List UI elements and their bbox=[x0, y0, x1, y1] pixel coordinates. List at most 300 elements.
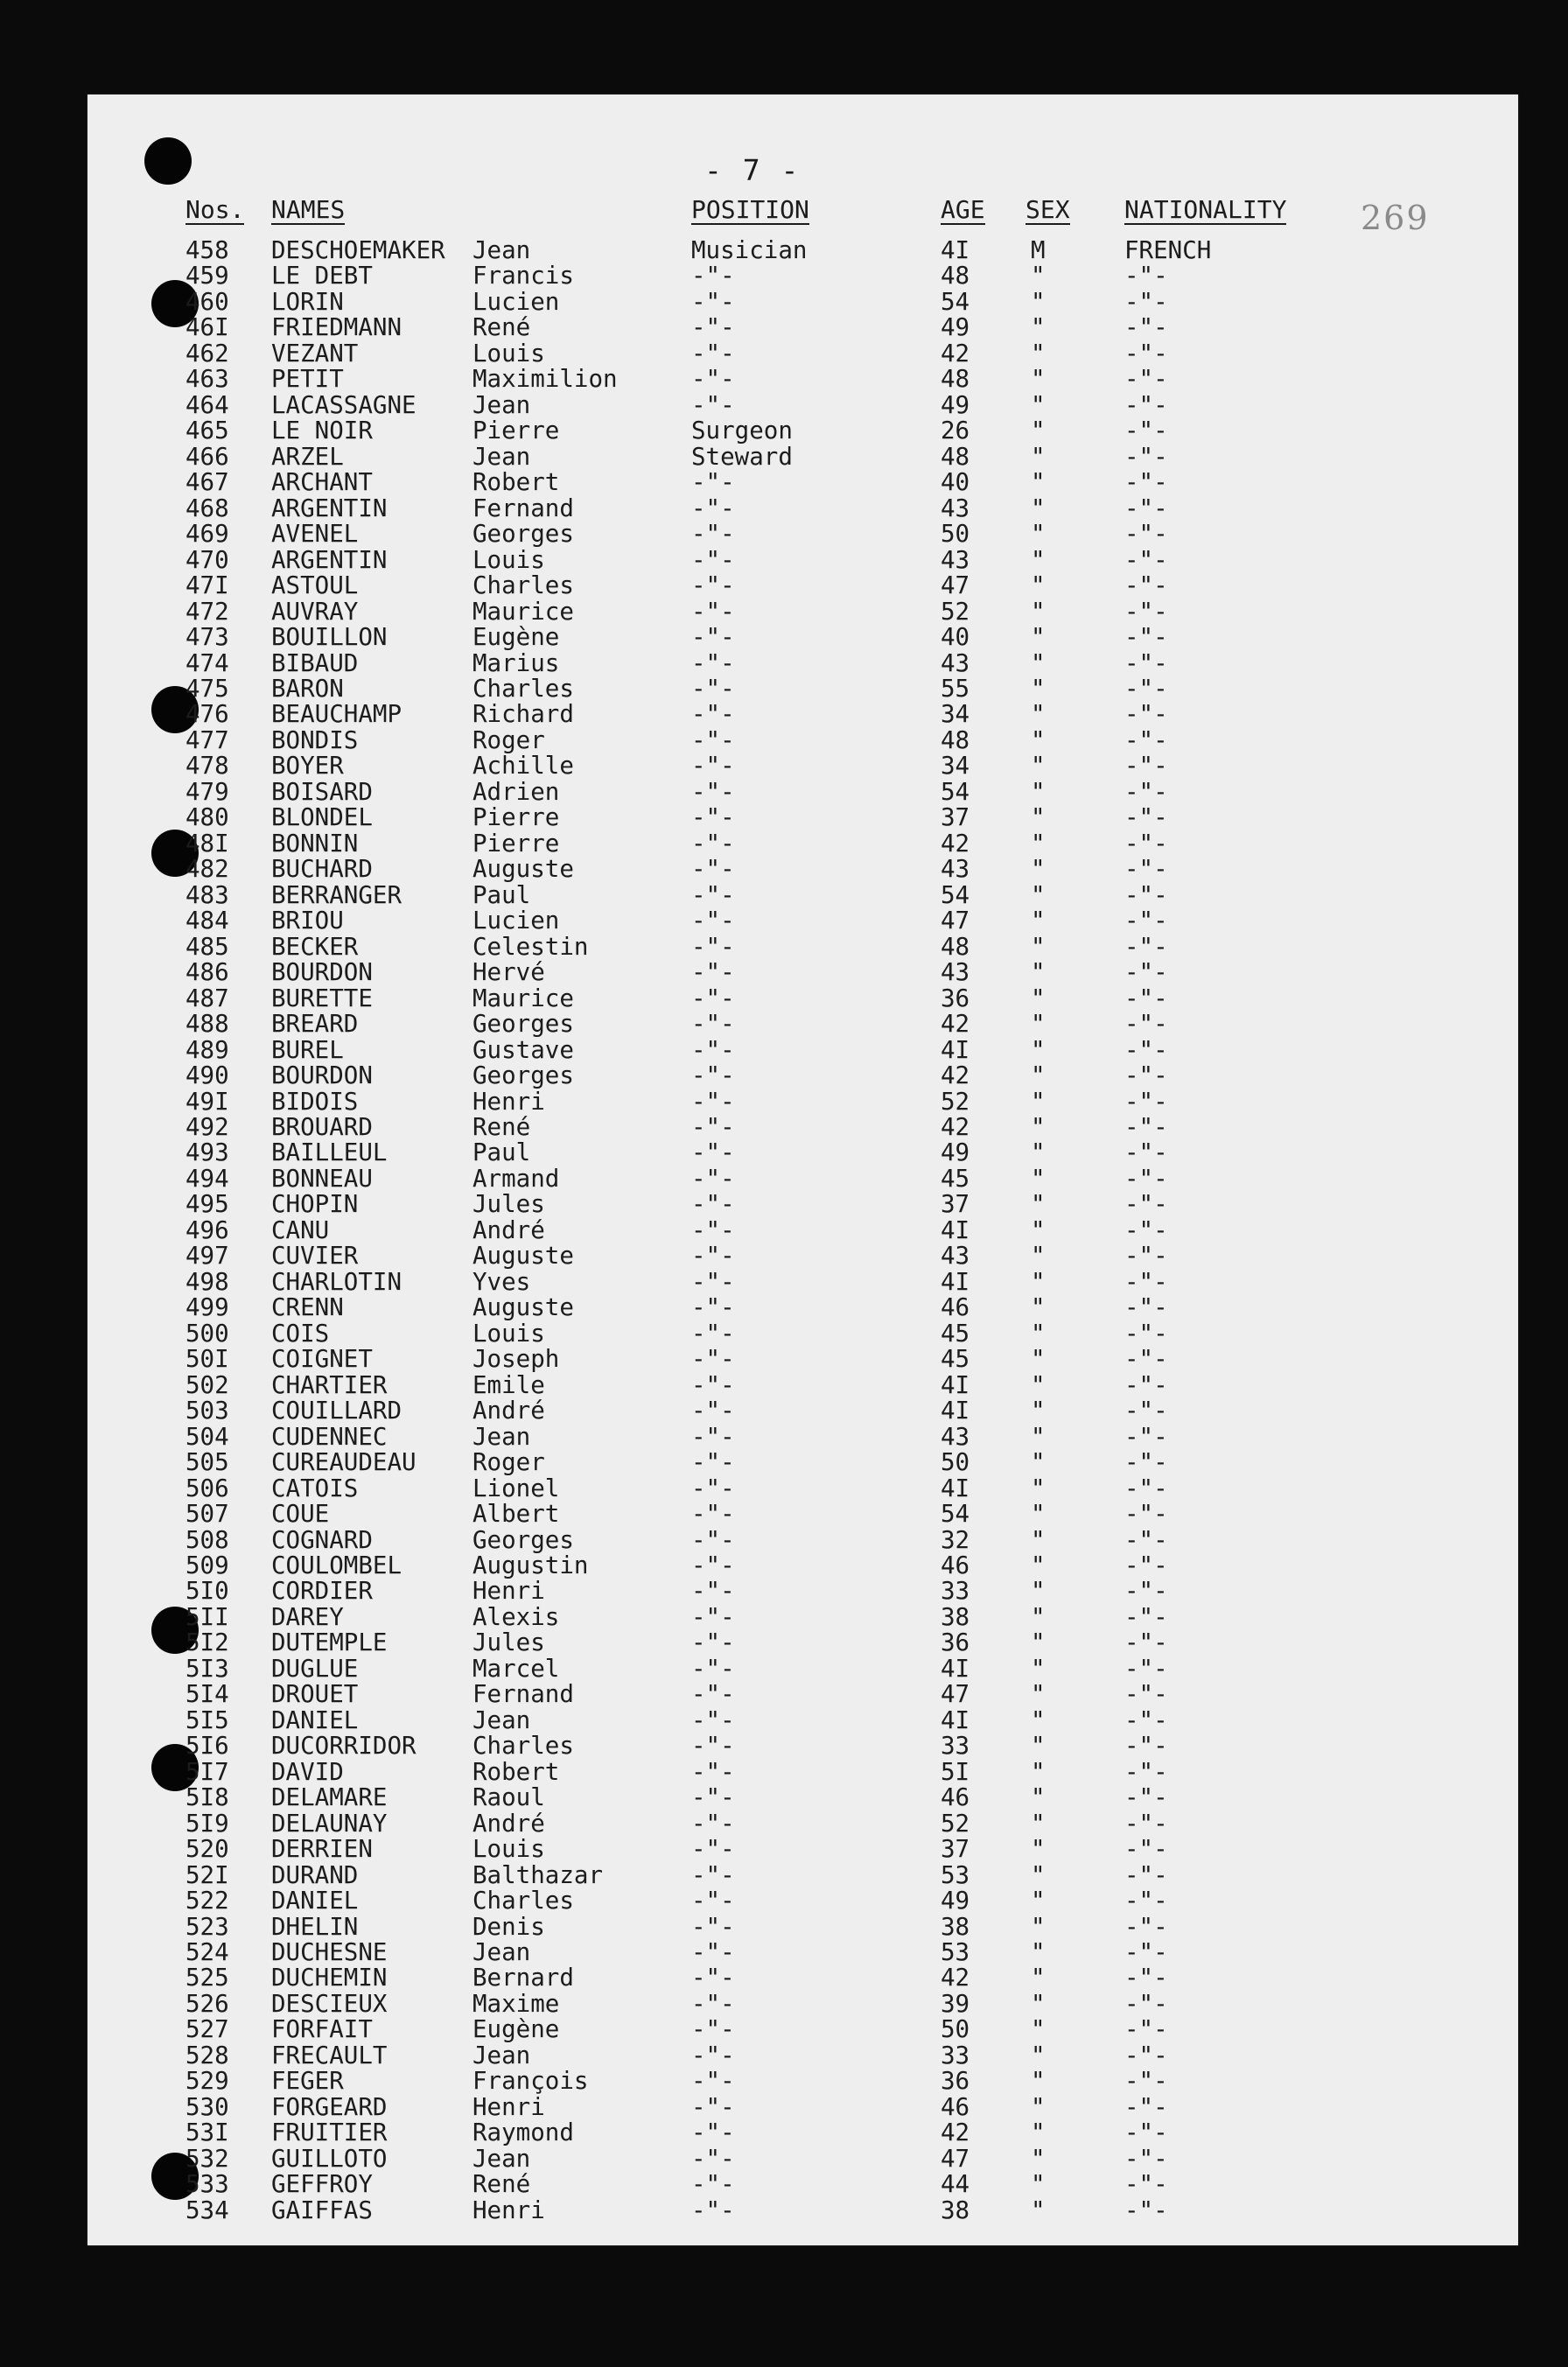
row-surname: COIGNET bbox=[271, 1345, 373, 1374]
row-surname: BUCHARD bbox=[271, 855, 373, 884]
row-nationality: -"- bbox=[1124, 648, 1168, 677]
row-surname: AVENEL bbox=[271, 520, 359, 549]
row-nationality: -"- bbox=[1124, 907, 1168, 935]
row-sex: " bbox=[1031, 1680, 1046, 1709]
row-nationality: -"- bbox=[1124, 597, 1168, 626]
row-position: -"- bbox=[691, 2092, 735, 2121]
row-nationality: -"- bbox=[1124, 1525, 1168, 1554]
row-position: -"- bbox=[691, 1035, 735, 1064]
row-nationality: -"- bbox=[1124, 1035, 1168, 1064]
row-sex: " bbox=[1031, 1887, 1046, 1915]
table-row bbox=[0, 648, 1568, 677]
row-age: 37 bbox=[941, 1835, 970, 1864]
row-sex: " bbox=[1031, 468, 1046, 497]
row-number: 487 bbox=[186, 984, 229, 1012]
table-row bbox=[0, 805, 1568, 830]
row-position: -"- bbox=[691, 648, 735, 677]
row-surname: CHARTIER bbox=[271, 1370, 388, 1399]
row-sex: " bbox=[1031, 2015, 1046, 2044]
table-row bbox=[0, 2043, 1568, 2069]
row-sex: " bbox=[1031, 984, 1046, 1012]
row-nationality: FRENCH bbox=[1124, 236, 1212, 264]
row-age: 34 bbox=[941, 700, 970, 729]
row-number: 505 bbox=[186, 1448, 229, 1477]
row-first-name: Jean bbox=[472, 442, 531, 471]
row-surname: BUREL bbox=[271, 1035, 344, 1064]
row-age: 52 bbox=[941, 1087, 970, 1116]
row-sex: " bbox=[1031, 597, 1046, 626]
row-sex: " bbox=[1031, 1551, 1046, 1579]
row-nationality: -"- bbox=[1124, 1345, 1168, 1374]
stamp-number: 269 bbox=[1361, 199, 1430, 237]
row-number: 503 bbox=[186, 1397, 229, 1425]
table-row bbox=[0, 1215, 1568, 1244]
row-age: 39 bbox=[941, 1989, 970, 2018]
table-row bbox=[0, 442, 1568, 471]
table-row bbox=[0, 880, 1568, 909]
row-number: 495 bbox=[186, 1190, 229, 1219]
row-nationality: -"- bbox=[1124, 984, 1168, 1012]
row-position: -"- bbox=[691, 1215, 735, 1244]
table-row bbox=[0, 1140, 1568, 1166]
row-position: -"- bbox=[691, 674, 735, 703]
row-age: 47 bbox=[941, 2144, 970, 2173]
row-surname: FRIEDMANN bbox=[271, 313, 402, 342]
row-number: 477 bbox=[186, 725, 229, 754]
row-nationality: -"- bbox=[1124, 2195, 1168, 2224]
row-nationality: -"- bbox=[1124, 520, 1168, 549]
row-sex: " bbox=[1031, 648, 1046, 677]
row-position: -"- bbox=[691, 1397, 735, 1425]
row-position: -"- bbox=[691, 1860, 735, 1889]
table-row bbox=[0, 1733, 1568, 1759]
row-surname: DAVID bbox=[271, 1757, 344, 1786]
row-number: 529 bbox=[186, 2067, 229, 2096]
row-first-name: Gustave bbox=[472, 1035, 574, 1064]
row-surname: DANIEL bbox=[271, 1887, 359, 1915]
row-first-name: Henri bbox=[472, 2195, 545, 2224]
row-number: 526 bbox=[186, 1989, 229, 2018]
row-first-name: Eugène bbox=[472, 623, 560, 652]
row-sex: " bbox=[1031, 1087, 1046, 1116]
row-surname: DELAUNAY bbox=[271, 1809, 388, 1838]
table-row bbox=[0, 2092, 1568, 2121]
row-age: 49 bbox=[941, 313, 970, 342]
row-sex: " bbox=[1031, 1628, 1046, 1657]
row-number: 462 bbox=[186, 339, 229, 368]
row-first-name: Jean bbox=[472, 1705, 531, 1734]
row-sex: " bbox=[1031, 2118, 1046, 2147]
row-surname: DUCHESNE bbox=[271, 1938, 388, 1967]
row-number: 5I7 bbox=[186, 1757, 229, 1786]
row-nationality: -"- bbox=[1124, 1964, 1168, 1992]
table-row bbox=[0, 341, 1568, 367]
row-position: -"- bbox=[691, 1061, 735, 1090]
row-nationality: -"- bbox=[1124, 494, 1168, 522]
row-age: 53 bbox=[941, 1938, 970, 1967]
row-nationality: -"- bbox=[1124, 932, 1168, 961]
row-nationality: -"- bbox=[1124, 1989, 1168, 2018]
table-row bbox=[0, 857, 1568, 882]
row-age: 48 bbox=[941, 262, 970, 291]
row-nationality: -"- bbox=[1124, 700, 1168, 729]
row-nationality: -"- bbox=[1124, 725, 1168, 754]
table-row bbox=[0, 1112, 1568, 1141]
row-number: 497 bbox=[186, 1242, 229, 1271]
row-first-name: Francis bbox=[472, 262, 574, 291]
row-sex: " bbox=[1031, 1448, 1046, 1477]
row-surname: DURAND bbox=[271, 1860, 359, 1889]
row-position: -"- bbox=[691, 1190, 735, 1219]
row-surname: LE NOIR bbox=[271, 417, 373, 445]
row-age: 46 bbox=[941, 1293, 970, 1322]
table-row bbox=[0, 1450, 1568, 1475]
row-first-name: Maxime bbox=[472, 1989, 560, 2018]
row-first-name: Jean bbox=[472, 236, 531, 264]
row-sex: " bbox=[1031, 1757, 1046, 1786]
row-surname: FRUITIER bbox=[271, 2118, 388, 2147]
row-first-name: Auguste bbox=[472, 855, 574, 884]
row-surname: CHARLOTIN bbox=[271, 1267, 402, 1296]
row-age: 54 bbox=[941, 287, 970, 316]
header-names: NAMES bbox=[271, 195, 346, 224]
row-nationality: -"- bbox=[1124, 545, 1168, 574]
row-number: 528 bbox=[186, 2041, 229, 2069]
row-nationality: -"- bbox=[1124, 1732, 1168, 1761]
row-surname: BIBAUD bbox=[271, 648, 359, 677]
row-position: -"- bbox=[691, 1912, 735, 1941]
table-row bbox=[0, 2195, 1568, 2224]
row-position: Steward bbox=[691, 442, 793, 471]
row-position: -"- bbox=[691, 287, 735, 316]
row-nationality: -"- bbox=[1124, 1164, 1168, 1193]
row-surname: LORIN bbox=[271, 287, 344, 316]
row-nationality: -"- bbox=[1124, 803, 1168, 832]
row-surname: BONNEAU bbox=[271, 1164, 373, 1193]
row-sex: " bbox=[1031, 1732, 1046, 1761]
row-position: -"- bbox=[691, 1422, 735, 1451]
row-nationality: -"- bbox=[1124, 1809, 1168, 1838]
row-surname: DESCIEUX bbox=[271, 1989, 388, 2018]
row-number: 485 bbox=[186, 932, 229, 961]
row-number: 488 bbox=[186, 1010, 229, 1039]
row-position: -"- bbox=[691, 2195, 735, 2224]
row-number: 5I2 bbox=[186, 1628, 229, 1657]
row-surname: DUCHEMIN bbox=[271, 1964, 388, 1992]
table-row bbox=[0, 1579, 1568, 1604]
row-number: 473 bbox=[186, 623, 229, 652]
row-sex: " bbox=[1031, 803, 1046, 832]
row-sex: " bbox=[1031, 1267, 1046, 1296]
row-first-name: Fernand bbox=[472, 494, 574, 522]
row-sex: " bbox=[1031, 932, 1046, 961]
row-surname: COGNARD bbox=[271, 1525, 373, 1554]
row-surname: CUDENNEC bbox=[271, 1422, 388, 1451]
row-position: -"- bbox=[691, 2015, 735, 2044]
table-row bbox=[0, 831, 1568, 857]
row-age: 55 bbox=[941, 674, 970, 703]
row-sex: " bbox=[1031, 1964, 1046, 1992]
row-nationality: -"- bbox=[1124, 1551, 1168, 1579]
row-nationality: -"- bbox=[1124, 958, 1168, 987]
row-position: -"- bbox=[691, 1474, 735, 1502]
table-row bbox=[0, 777, 1568, 806]
row-first-name: Pierre bbox=[472, 803, 560, 832]
row-number: 474 bbox=[186, 648, 229, 677]
row-first-name: Balthazar bbox=[472, 1860, 604, 1889]
row-number: 508 bbox=[186, 1525, 229, 1554]
row-age: 42 bbox=[941, 829, 970, 858]
table-row bbox=[0, 573, 1568, 599]
row-nationality: -"- bbox=[1124, 1912, 1168, 1941]
row-age: 37 bbox=[941, 803, 970, 832]
table-row bbox=[0, 932, 1568, 961]
row-surname: COULOMBEL bbox=[271, 1551, 402, 1579]
row-nationality: -"- bbox=[1124, 1602, 1168, 1631]
row-first-name: Robert bbox=[472, 1757, 560, 1786]
row-age: 42 bbox=[941, 2118, 970, 2147]
row-nationality: -"- bbox=[1124, 1138, 1168, 1167]
row-sex: " bbox=[1031, 1242, 1046, 1271]
row-position: -"- bbox=[691, 1138, 735, 1167]
row-first-name: François bbox=[472, 2067, 589, 2096]
row-number: 492 bbox=[186, 1112, 229, 1141]
row-first-name: Lucien bbox=[472, 907, 560, 935]
row-first-name: Charles bbox=[472, 571, 574, 600]
row-age: 4I bbox=[941, 1397, 970, 1425]
row-first-name: Auguste bbox=[472, 1242, 574, 1271]
row-number: 458 bbox=[186, 236, 229, 264]
row-number: 483 bbox=[186, 880, 229, 909]
row-sex: " bbox=[1031, 777, 1046, 806]
row-first-name: Jean bbox=[472, 1422, 531, 1451]
header-position: POSITION bbox=[691, 195, 809, 224]
row-nationality: -"- bbox=[1124, 468, 1168, 497]
row-nationality: -"- bbox=[1124, 1267, 1168, 1296]
row-sex: " bbox=[1031, 1293, 1046, 1322]
table-row bbox=[0, 2017, 1568, 2042]
row-first-name: René bbox=[472, 1112, 531, 1141]
row-surname: BOURDON bbox=[271, 1061, 373, 1090]
row-age: 43 bbox=[941, 494, 970, 522]
row-position: Surgeon bbox=[691, 417, 793, 445]
row-surname: LE DEBT bbox=[271, 262, 373, 291]
row-first-name: Denis bbox=[472, 1912, 545, 1941]
row-age: 54 bbox=[941, 777, 970, 806]
table-row bbox=[0, 1940, 1568, 1965]
table-row bbox=[0, 702, 1568, 727]
row-sex: " bbox=[1031, 1835, 1046, 1864]
row-first-name: Hervé bbox=[472, 958, 545, 987]
table-row bbox=[0, 287, 1568, 316]
row-nationality: -"- bbox=[1124, 855, 1168, 884]
row-position: -"- bbox=[691, 1628, 735, 1657]
row-position: -"- bbox=[691, 1112, 735, 1141]
row-age: 4I bbox=[941, 1370, 970, 1399]
row-age: 46 bbox=[941, 1551, 970, 1579]
row-position: -"- bbox=[691, 1242, 735, 1271]
row-number: 5I3 bbox=[186, 1654, 229, 1683]
row-surname: COUE bbox=[271, 1500, 330, 1529]
table-row bbox=[0, 908, 1568, 934]
row-first-name: Albert bbox=[472, 1500, 560, 1529]
row-first-name: Armand bbox=[472, 1164, 560, 1193]
row-age: 45 bbox=[941, 1345, 970, 1374]
row-number: 532 bbox=[186, 2144, 229, 2173]
row-position: -"- bbox=[691, 1164, 735, 1193]
row-number: 480 bbox=[186, 803, 229, 832]
row-first-name: Lucien bbox=[472, 287, 560, 316]
row-nationality: -"- bbox=[1124, 1680, 1168, 1709]
row-nationality: -"- bbox=[1124, 777, 1168, 806]
row-surname: BIDOIS bbox=[271, 1087, 359, 1116]
row-sex: " bbox=[1031, 1809, 1046, 1838]
row-nationality: -"- bbox=[1124, 417, 1168, 445]
row-sex: " bbox=[1031, 1860, 1046, 1889]
row-surname: CHOPIN bbox=[271, 1190, 359, 1219]
row-nationality: -"- bbox=[1124, 2170, 1168, 2199]
row-number: 527 bbox=[186, 2015, 229, 2044]
row-sex: " bbox=[1031, 1397, 1046, 1425]
row-age: 45 bbox=[941, 1319, 970, 1348]
row-position: -"- bbox=[691, 365, 735, 394]
row-number: 464 bbox=[186, 390, 229, 419]
row-age: 43 bbox=[941, 545, 970, 574]
row-nationality: -"- bbox=[1124, 1448, 1168, 1477]
table-row bbox=[0, 986, 1568, 1012]
row-nationality: -"- bbox=[1124, 2067, 1168, 2096]
row-position: -"- bbox=[691, 829, 735, 858]
table-row bbox=[0, 1267, 1568, 1296]
row-sex: M bbox=[1031, 236, 1046, 264]
row-nationality: -"- bbox=[1124, 1757, 1168, 1786]
row-sex: " bbox=[1031, 1912, 1046, 1941]
row-first-name: Jules bbox=[472, 1190, 545, 1219]
row-first-name: Maurice bbox=[472, 984, 574, 1012]
row-position: -"- bbox=[691, 2067, 735, 2096]
row-age: 43 bbox=[941, 855, 970, 884]
row-position: -"- bbox=[691, 1835, 735, 1864]
row-position: -"- bbox=[691, 2170, 735, 2199]
row-age: 54 bbox=[941, 880, 970, 909]
table-row bbox=[0, 263, 1568, 289]
row-number: 48I bbox=[186, 829, 229, 858]
table-row bbox=[0, 470, 1568, 495]
row-number: 490 bbox=[186, 1061, 229, 1090]
row-nationality: -"- bbox=[1124, 1242, 1168, 1271]
row-number: 463 bbox=[186, 365, 229, 394]
row-sex: " bbox=[1031, 907, 1046, 935]
row-number: 478 bbox=[186, 752, 229, 781]
row-age: 49 bbox=[941, 1138, 970, 1167]
row-position: -"- bbox=[691, 597, 735, 626]
table-row bbox=[0, 1785, 1568, 1810]
row-position: -"- bbox=[691, 1732, 735, 1761]
row-nationality: -"- bbox=[1124, 1474, 1168, 1502]
row-sex: " bbox=[1031, 313, 1046, 342]
row-position: -"- bbox=[691, 1293, 735, 1322]
row-surname: LACASSAGNE bbox=[271, 390, 416, 419]
row-nationality: -"- bbox=[1124, 262, 1168, 291]
row-sex: " bbox=[1031, 1061, 1046, 1090]
row-number: 472 bbox=[186, 597, 229, 626]
row-age: 48 bbox=[941, 725, 970, 754]
row-sex: " bbox=[1031, 1500, 1046, 1529]
row-surname: DROUET bbox=[271, 1680, 359, 1709]
row-number: 466 bbox=[186, 442, 229, 471]
row-position: -"- bbox=[691, 1345, 735, 1374]
row-first-name: André bbox=[472, 1809, 545, 1838]
row-age: 4I bbox=[941, 1215, 970, 1244]
row-position: -"- bbox=[691, 1757, 735, 1786]
row-sex: " bbox=[1031, 674, 1046, 703]
table-row bbox=[0, 1321, 1568, 1347]
table-row bbox=[0, 1656, 1568, 1682]
row-number: 500 bbox=[186, 1319, 229, 1348]
row-surname: BAILLEUL bbox=[271, 1138, 388, 1167]
row-position: -"- bbox=[691, 262, 735, 291]
table-row bbox=[0, 2069, 1568, 2094]
row-nationality: -"- bbox=[1124, 1319, 1168, 1348]
row-first-name: Louis bbox=[472, 1835, 545, 1864]
row-sex: " bbox=[1031, 1215, 1046, 1244]
row-sex: " bbox=[1031, 958, 1046, 987]
row-first-name: Marius bbox=[472, 648, 560, 677]
row-sex: " bbox=[1031, 2041, 1046, 2069]
row-age: 36 bbox=[941, 2067, 970, 2096]
row-first-name: Lionel bbox=[472, 1474, 560, 1502]
row-surname: BOUILLON bbox=[271, 623, 388, 652]
row-age: 50 bbox=[941, 520, 970, 549]
row-sex: " bbox=[1031, 262, 1046, 291]
row-position: -"- bbox=[691, 494, 735, 522]
row-nationality: -"- bbox=[1124, 1215, 1168, 1244]
row-position: -"- bbox=[691, 855, 735, 884]
row-age: 36 bbox=[941, 984, 970, 1012]
row-number: 499 bbox=[186, 1293, 229, 1322]
row-sex: " bbox=[1031, 417, 1046, 445]
row-position: -"- bbox=[691, 571, 735, 600]
row-position: -"- bbox=[691, 1602, 735, 1631]
row-position: -"- bbox=[691, 725, 735, 754]
row-number: 465 bbox=[186, 417, 229, 445]
row-nationality: -"- bbox=[1124, 1860, 1168, 1889]
row-surname: BERRANGER bbox=[271, 880, 402, 909]
row-surname: VEZANT bbox=[271, 339, 359, 368]
row-sex: " bbox=[1031, 390, 1046, 419]
table-row bbox=[0, 2172, 1568, 2197]
row-first-name: Jean bbox=[472, 390, 531, 419]
row-surname: BOYER bbox=[271, 752, 344, 781]
row-number: 53I bbox=[186, 2118, 229, 2147]
row-nationality: -"- bbox=[1124, 1190, 1168, 1219]
row-position: -"- bbox=[691, 1551, 735, 1579]
row-nationality: -"- bbox=[1124, 1938, 1168, 1967]
row-age: 42 bbox=[941, 1112, 970, 1141]
row-surname: FEGER bbox=[271, 2067, 344, 2096]
row-position: -"- bbox=[691, 390, 735, 419]
row-sex: " bbox=[1031, 494, 1046, 522]
row-position: -"- bbox=[691, 2041, 735, 2069]
table-row bbox=[0, 545, 1568, 574]
row-first-name: Achille bbox=[472, 752, 574, 781]
row-position: -"- bbox=[691, 545, 735, 574]
row-number: 468 bbox=[186, 494, 229, 522]
header-nos: Nos. bbox=[186, 195, 245, 224]
row-age: 52 bbox=[941, 597, 970, 626]
table-row bbox=[0, 1602, 1568, 1631]
row-number: 47I bbox=[186, 571, 229, 600]
